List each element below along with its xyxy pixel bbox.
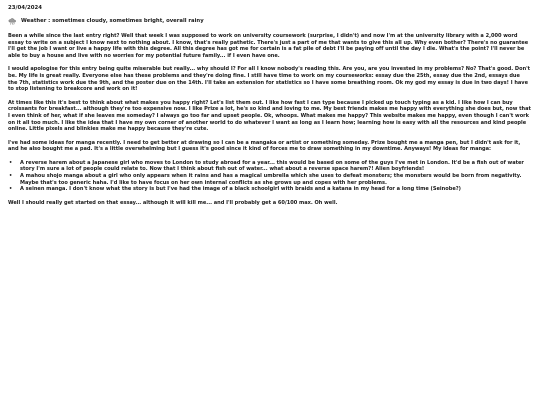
list-item-text: A mahou shojo manga about a girl who only appears when it rains and has a magical umbrella which she uses to defeat monsters; the monsters would be born from negativity. Maybe that's too generic haha. I'd like to have focus on her own internal conflicts as she grows up and copes with her problems. — [20, 172, 522, 186]
list-item-text: A reverse harem about a Japanese girl who moves to London to study abroad for a year... this would be based on some of the guys I've met in London. It'd be a fish out of water story I'm sure a lot of people could relate to. Now that I think about fish out of water... what about a reverse space harem?! Alien boyfriends! — [20, 159, 524, 173]
entry-date: 23/04/2024 — [8, 5, 42, 11]
entry-paragraph: I've had some ideas for manga recently. I need to get better at drawing so I can be a mangaka or artist or something someday. Prize bought me a manga pen, but I didn't ask for it, and he also bought me a pad. It's a little overwhelming but I guess it's good since it kind of forces me to draw something in my downtime. Anyways! My ideas for manga: — [8, 139, 521, 153]
closing-paragraph: Well I should really get started on that essay... although it will kill me... and I'll probably get a 60/100 max. Oh well. — [8, 200, 338, 207]
entry-paragraph: Been a while since the last entry right? Well that week I was supposed to work on university coursework (surprise, I didn't) and now I'm at the university library with a 2,000 word essay to write on a subject I know next to nothing about. I know, that's really pathetic. There's just a part of me that wants to give this all up. Why even bother? There's no guarantee I'll get the job I want or live a happy life with this degree. All this degree has got me for certain is a fat pile of debt I'll be paying off until the day I die. What's the point? I'll never be able to buy a house and live with no worries for my potential future family... if I even have one. — [8, 33, 529, 60]
bullet-icon: • — [9, 172, 13, 179]
bullet-icon: • — [9, 186, 13, 193]
entry-paragraph: At times like this it's best to think about what makes you happy right? Let's list them out. I like how fast I can type because I picked up touch typing as a kid. I like how I can buy croissants for breakfast... although they're too expensive now. I like Prize a lot, he's so kind and loving to me. My best friends makes me happy with everything she does but, now that I even think of her, what if she leaves me someday? I always go too far and upset people. Ok, whoops. What makes me happy? This website makes me happy, even though I can't work on it all too much. I like the idea that I have my own corner of another world to do whatever I want as long as I learn how; learning how is easy with all the resources and kind people online. Little pixels and blinkies make me happy because they're cute. — [8, 99, 531, 133]
cloud-rain-icon — [8, 18, 18, 25]
list-item — [8, 186, 531, 193]
manga-ideas-list — [8, 160, 531, 194]
weather-line — [8, 18, 531, 25]
weather-text: Weather : sometimes cloudy, sometimes bright, overall rainy — [21, 18, 204, 24]
list-item — [8, 173, 531, 186]
bullet-icon: • — [9, 159, 13, 166]
diary-entry — [8, 4, 531, 207]
list-item — [8, 160, 531, 173]
entry-paragraph: I would apologise for this entry being quite miserable but really... why should I? For all I know nobody's reading this. Are you, are you invested in my problems? No? That's good. Don't be. My life is great really. Everyone else has these problems and they're doing fine. I still have time to work on my courseworks: essay due the 25th, essay due the 2nd, essays due the 7th, statistics work due the 9th, and the poster due on the 14th. I'll take an extension for statistics so I have some breathing room. Ok my god my essay is due in two days! I have to stop listening to breakcore and work on it! — [8, 66, 531, 93]
list-item-text: A seinen manga. I don't know what the story is but I've had the image of a black schoolgirl with braids and a katana in my head for a long time (Seinobe?) — [20, 186, 461, 193]
